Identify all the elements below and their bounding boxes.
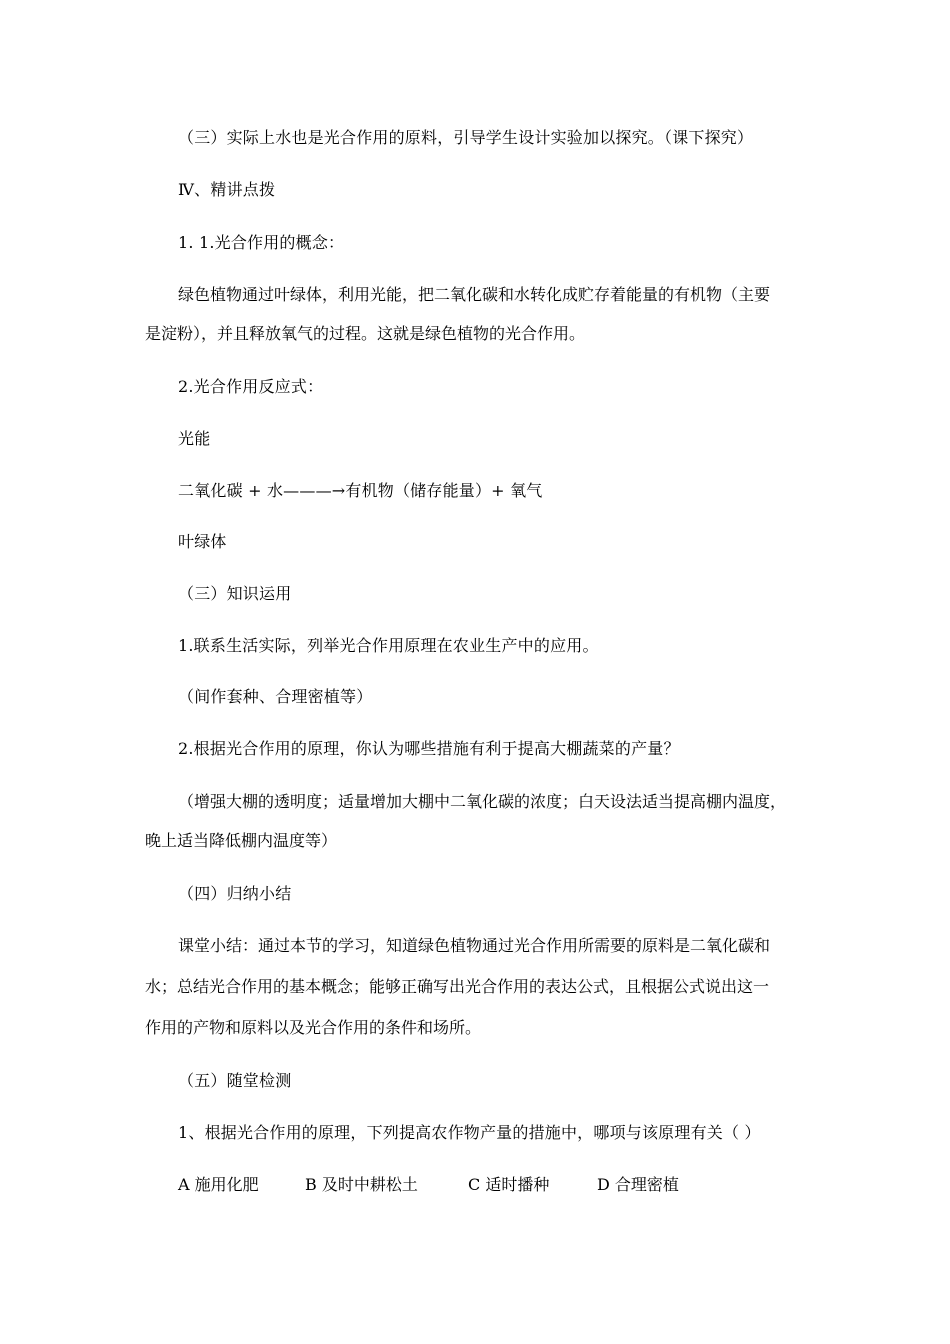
answer-2-line-2: 晚上适当降低棚内温度等） <box>145 831 338 850</box>
knowledge-heading: （三）知识运用 <box>178 584 292 603</box>
option-b: B 及时中耕松土 <box>305 1175 418 1194</box>
option-a: A 施用化肥 <box>178 1175 259 1194</box>
option-c: C 适时播种 <box>468 1175 550 1194</box>
summary-line-2: 水；总结光合作用的基本概念；能够正确写出光合作用的表达公式，且根据公式说出这一 <box>145 977 770 996</box>
summary-heading: （四）归纳小结 <box>178 884 292 903</box>
concept-heading: 1. 1.光合作用的概念： <box>178 233 345 252</box>
answer-2-line-1: （增强大棚的透明度；适量增加大棚中二氧化碳的浓度；白天设法适当提高棚内温度， <box>178 792 787 811</box>
formula-heading: 2.光合作用反应式： <box>178 377 324 396</box>
concept-body-line-1: 绿色植物通过叶绿体，利用光能，把二氧化碳和水转化成贮存着能量的有机物（主要 <box>178 285 771 304</box>
test-question-1: 1、根据光合作用的原理，下列提高农作物产量的措施中，哪项与该原理有关（ ） <box>178 1123 761 1142</box>
formula-main: 二氧化碳 + 水———→有机物（储存能量）+ 氧气 <box>178 481 543 500</box>
question-2: 2.根据光合作用的原理，你认为哪些措施有利于提高大棚蔬菜的产量？ <box>178 739 680 758</box>
summary-line-1: 课堂小结：通过本节的学习，知道绿色植物通过光合作用所需要的原料是二氧化碳和 <box>178 936 771 955</box>
answer-1: （间作套种、合理密植等） <box>178 687 373 706</box>
summary-line-3: 作用的产物和原料以及光合作用的条件和场所。 <box>145 1018 482 1037</box>
concept-body-line-2: 是淀粉），并且释放氧气的过程。这就是绿色植物的光合作用。 <box>145 324 586 343</box>
question-1: 1.联系生活实际，列举光合作用原理在农业生产中的应用。 <box>178 636 599 655</box>
inquiry-three-text: （三）实际上水也是光合作用的原料，引导学生设计实验加以探究。（课下探究） <box>178 128 754 147</box>
formula-top-label: 光能 <box>178 429 211 448</box>
test-heading: （五）随堂检测 <box>178 1071 292 1090</box>
option-d: D 合理密植 <box>597 1175 679 1194</box>
section-iv-heading: Ⅳ、精讲点拨 <box>178 180 276 199</box>
formula-bottom-label: 叶绿体 <box>178 532 227 551</box>
